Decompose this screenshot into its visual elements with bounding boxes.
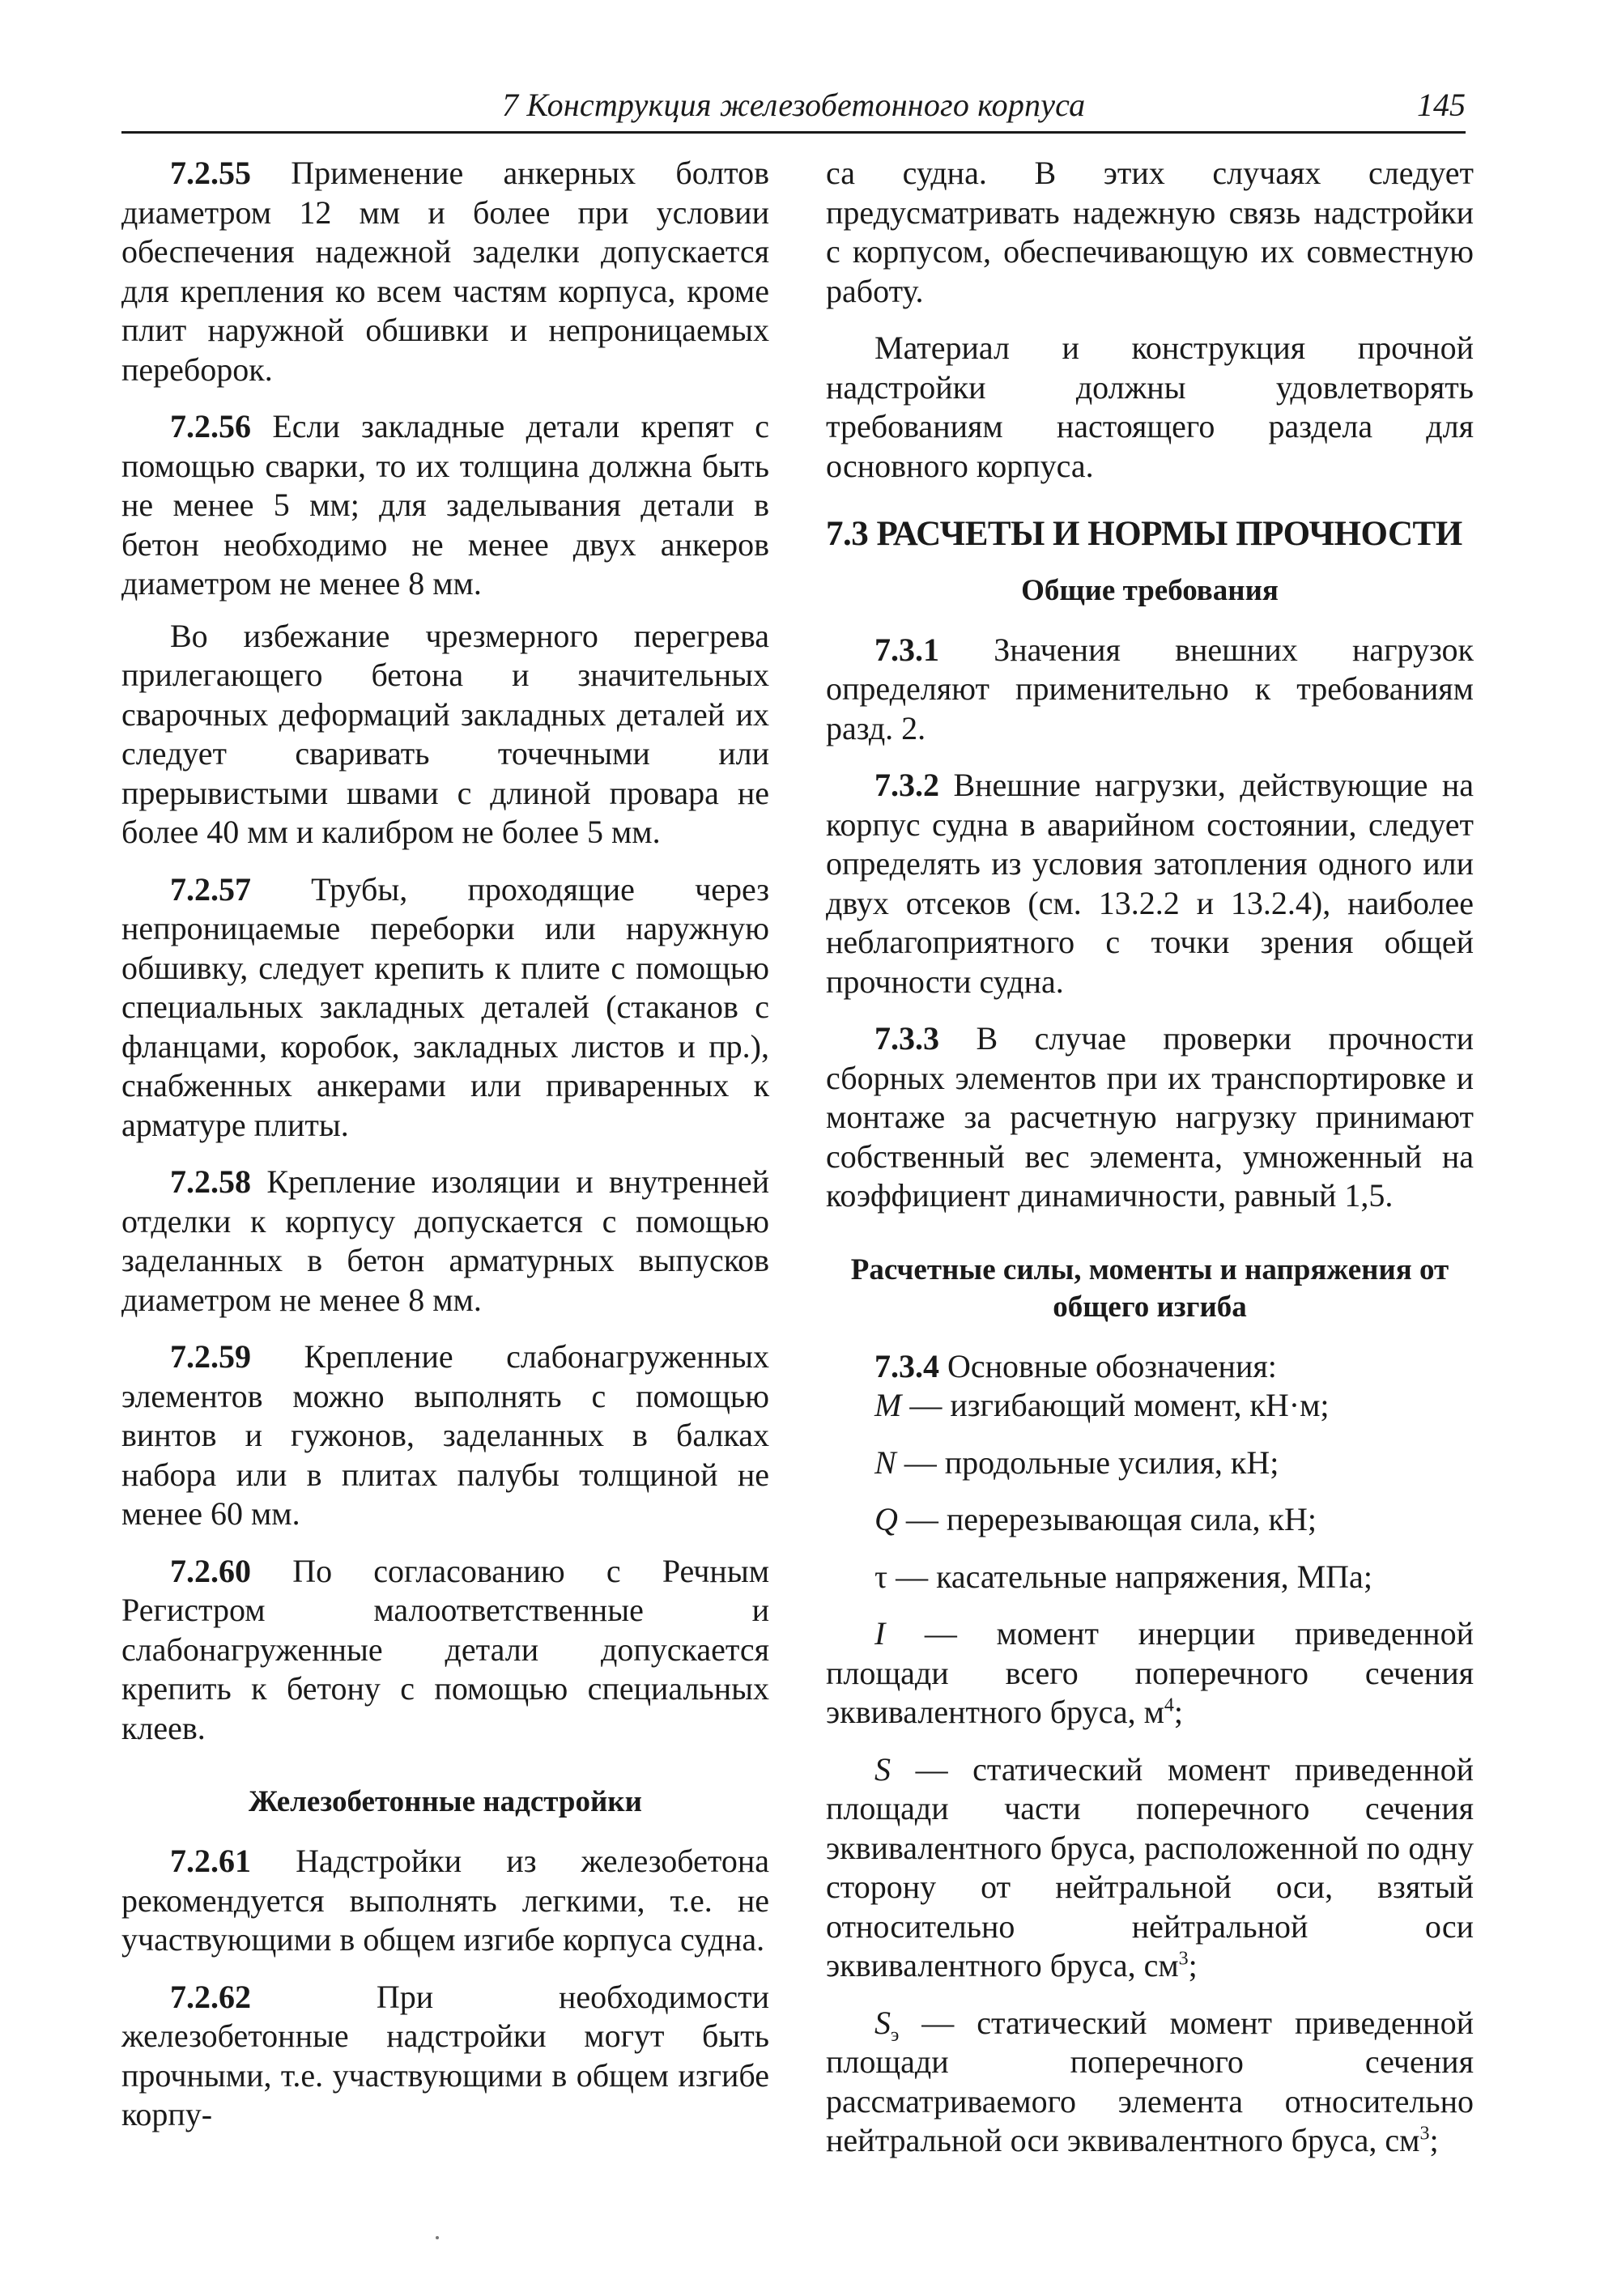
definition-text: — статический момент приведенной площади поперечного сечения рассматриваемого элемента относительно нейтральной оси эквивалентного бруса, см	[826, 2004, 1474, 2158]
clause-number: 7.2.58	[170, 1163, 251, 1200]
clause-number: 7.2.62	[170, 1978, 251, 2015]
clause-number: 7.2.57	[170, 870, 251, 908]
symbol: S	[874, 2004, 891, 2041]
definition-text: — касательные напряжения, МПа;	[887, 1558, 1372, 1595]
symbol: Q	[874, 1501, 898, 1537]
superscript: 3	[1178, 1948, 1189, 1970]
definition-text: — момент инерции приведенной площади всего поперечного сечения эквивалентного бруса, м	[826, 1615, 1474, 1730]
paragraph-7-3-4	[826, 1347, 1474, 1387]
superscript: 4	[1164, 1694, 1174, 1716]
definition-S	[826, 1750, 1474, 1986]
paragraph-7-2-62	[121, 1978, 769, 2135]
clause-number: 7.2.55	[170, 155, 251, 191]
paragraph-7-2-55	[121, 154, 769, 389]
symbol: N	[874, 1444, 896, 1481]
paragraph-7-3-2	[826, 766, 1474, 1001]
paragraph-text: В случае проверки прочности сборных элементов при их транспортировке и монтаже за расчетную нагрузку принимают собственный вес элемента, умноженный на коэффициент динамичности, равный 1,5.	[826, 1020, 1474, 1214]
definition-Q	[826, 1500, 1474, 1540]
paragraph-7-3-1	[826, 631, 1474, 749]
paragraph-material	[826, 329, 1474, 486]
definition-text: — статический момент приведенной площади части поперечного сечения эквивалентного бруса, расположенной по одну сторону от нейтральной оси, взятый относительно нейтральной оси эквивалентного бруса, см	[826, 1750, 1474, 1983]
paragraph-text: са судна. В этих случаях следует предусматривать надежную связь надстройки с корпусом, обеспечивающую их совместную работу.	[826, 155, 1474, 309]
header-title: 7 Конструкция железобетонного корпуса	[502, 87, 1086, 123]
paragraph-text: Трубы, проходящие через непроницаемые переборки или наружную обшивку, следует крепить к плите с помощью специальных закладных деталей (стаканов с фланцами, коробок, закладных листов и пр.), снабженных анкерами или приваренных к арматуре плиты.	[121, 870, 769, 1143]
paragraph-7-2-57	[121, 870, 769, 1146]
definition-text: — перерезывающая сила, кН;	[897, 1501, 1317, 1537]
paragraph-text: Во избежание чрезмерного перегрева прилегающего бетона и значительных сварочных деформаций закладных деталей их следует сваривать точечными или прерывистыми швами с длиной провара не более 40 мм и калибром не более 5 мм.	[121, 617, 769, 850]
clause-number: 7.3.4	[874, 1347, 939, 1384]
punctuation: ;	[1188, 1947, 1198, 1983]
paragraph-text: При необходимости железобетонные надстройки могут быть прочными, т.е. участвующими в общем изгибе корпу-	[121, 1978, 769, 2132]
paragraph-text: Надстройки из железобетона рекомендуется выполнять легкими, т.е. не участвующими в общем изгибе корпуса судна.	[121, 1843, 769, 1958]
paragraph-welding-note	[121, 617, 769, 852]
paragraph-7-2-61	[121, 1842, 769, 1960]
symbol: I	[874, 1615, 886, 1652]
symbol: M	[874, 1387, 902, 1423]
paragraph-continuation	[826, 154, 1474, 311]
paragraph-text: Если закладные детали крепят с помощью сварки, то их толщина должна быть не менее 5 мм; для заделывания детали в бетон необходимо не менее двух анкеров диаметром не менее 8 мм.	[121, 408, 769, 602]
left-column	[121, 154, 769, 2153]
punctuation: ;	[1173, 1694, 1184, 1730]
definition-text: — продольные усилия, кН;	[896, 1444, 1279, 1481]
paragraph-text: Крепление изоляции и внутренней отделки к корпусу допускается с помощью заделанных в бетон арматурных выпусков диаметром не менее 8 мм.	[121, 1163, 769, 1318]
paragraph-text: Значения внешних нагрузок определяют применительно к требованиям разд. 2.	[826, 631, 1474, 746]
clause-number: 7.2.60	[170, 1552, 251, 1589]
paragraph-7-2-56	[121, 407, 769, 604]
paragraph-text: Применение анкерных болтов диаметром 12 мм и более при условии обеспечения надежной заделки допускается для крепления ко всем частям корпуса, кроме плит наружной обшивки и непроницаемых переборок.	[121, 155, 769, 388]
subheading-superstructures: Железобетонные надстройки	[249, 1785, 642, 1818]
subheading-design-forces: Расчетные силы, моменты и напряжения от общего изгиба	[850, 1252, 1449, 1324]
running-header	[121, 81, 1466, 134]
subheading-general-requirements: Общие требования	[1021, 573, 1279, 607]
paragraph-text: Крепление слабонагруженных элементов можно выполнять с помощью винтов и гужонов, заделанных в балках набора или в плитах палубы толщиной не менее 60 мм.	[121, 1338, 769, 1532]
symbol: τ	[874, 1558, 888, 1595]
subscript: э	[891, 2024, 900, 2046]
superscript: 3	[1419, 2123, 1430, 2145]
paragraph-7-2-58	[121, 1163, 769, 1320]
page-number: 145	[1417, 87, 1466, 123]
definition-M	[826, 1386, 1474, 1426]
section-heading-7-3: 7.3 РАСЧЕТЫ И НОРМЫ ПРОЧНОСТИ	[826, 515, 1462, 553]
clause-number: 7.3.1	[874, 631, 939, 668]
clause-number: 7.2.56	[170, 408, 251, 444]
paragraph-7-2-59	[121, 1337, 769, 1534]
scan-speck	[436, 2236, 439, 2239]
paragraph-text: Внешние нагрузки, действующие на корпус судна в аварийном состоянии, следует определять из условия затопления одного или двух отсеков (см. 13.2.2 и 13.2.4), наиболее неблагоприятного с точки зрения общей прочности судна.	[826, 767, 1474, 1000]
clause-number: 7.3.3	[874, 1020, 939, 1057]
right-column	[826, 154, 1474, 2179]
definition-N	[826, 1444, 1474, 1483]
paragraph-text: По согласованию с Речным Регистром малоответственные и слабонагруженные детали допускается крепить к бетону с помощью специальных клеев.	[121, 1552, 769, 1746]
definition-tau	[826, 1558, 1474, 1597]
definition-text: — изгибающий момент, кН·м;	[901, 1387, 1330, 1423]
paragraph-7-3-3	[826, 1019, 1474, 1216]
symbol: S	[874, 1750, 891, 1788]
paragraph-text: Основные обозначения:	[939, 1347, 1277, 1384]
clause-number: 7.3.2	[874, 767, 939, 803]
clause-number: 7.2.61	[170, 1843, 251, 1879]
paragraph-text: Материал и конструкция прочной надстройки должны удовлетворять требованиям настоящего раздела для основного корпуса.	[826, 330, 1474, 484]
paragraph-7-2-60	[121, 1552, 769, 1749]
definition-I	[826, 1614, 1474, 1733]
clause-number: 7.2.59	[170, 1338, 251, 1375]
definition-Se	[826, 2004, 1474, 2161]
punctuation: ;	[1429, 2122, 1439, 2158]
